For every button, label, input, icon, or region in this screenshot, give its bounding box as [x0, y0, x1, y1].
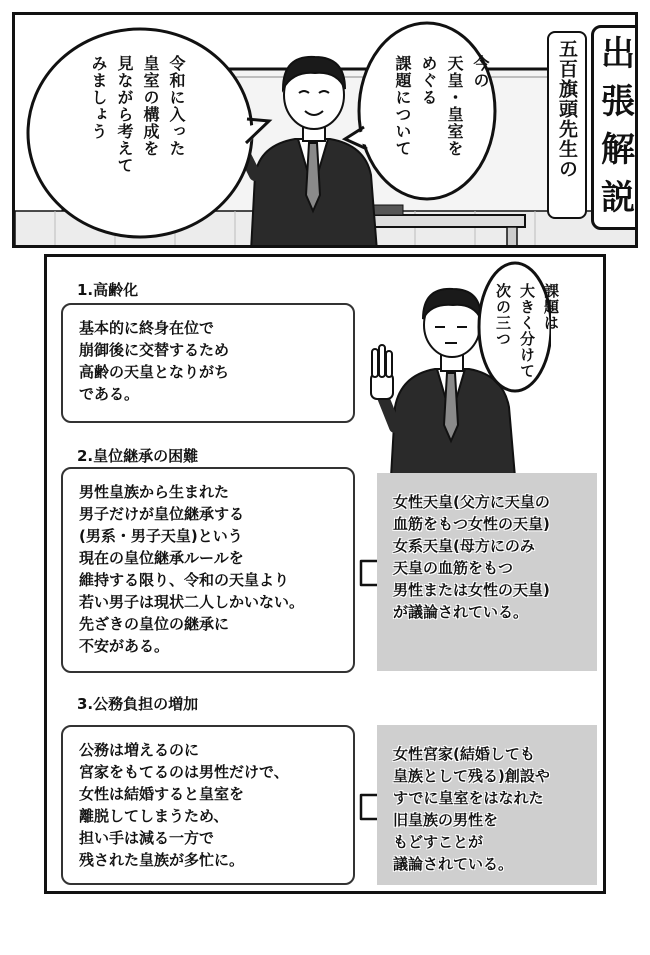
- section-2-result-line: 血筋をもつ女性の天皇): [393, 515, 550, 533]
- section-3-result-line: 皇族として残る)創設や: [393, 767, 550, 785]
- section-3-result-line: もどすことが: [393, 833, 484, 851]
- section-2-line: 先ざきの皇位の継承に: [79, 615, 230, 633]
- section-2-result-line: が議論されている。: [393, 603, 529, 621]
- section-3-line: 宮家をもてるのは男性だけで、: [79, 763, 289, 781]
- title-box: [591, 25, 638, 230]
- section-1-box: [61, 303, 355, 423]
- bubble-line: 課題は: [542, 283, 560, 331]
- bubble-line: 今の: [471, 55, 490, 89]
- section-2-box: [61, 467, 355, 673]
- section-3-line: 担い手は減る一方で: [79, 829, 215, 847]
- section-2-result-line: 女性天皇(父方に天皇の: [393, 493, 550, 511]
- section-3-line: 残された皇族が多忙に。: [79, 851, 245, 869]
- subtitle-box: [547, 31, 587, 219]
- section-3-result-line: すでに皇室をはなれた: [393, 789, 544, 807]
- bubble-line: 見ながら考えて: [115, 55, 134, 174]
- section-2-line: 男性皇族から生まれた: [79, 483, 230, 501]
- section-3-line: 公務は増えるのに: [79, 741, 200, 759]
- title-char: 張: [601, 82, 635, 122]
- bubble-line: 次の三つ: [494, 283, 512, 347]
- section-2-line: 現在の皇位継承ルールを: [79, 549, 244, 567]
- section-3-box: [61, 725, 355, 885]
- section-2-line: 不安がある。: [79, 637, 170, 655]
- bubble-line: 令和に入った: [167, 55, 186, 157]
- main-panel: [44, 254, 606, 894]
- section-3-result-line: 旧皇族の男性を: [393, 811, 499, 829]
- section-2-line: (男系・男子天皇)という: [79, 527, 243, 545]
- section-2-result-line: 女系天皇(母方にのみ: [393, 537, 535, 555]
- section-2-line: 若い男子は現状二人しかいない。: [79, 593, 305, 611]
- series-subtitle: 五百旗頭先生の: [556, 39, 578, 179]
- section-2-line: 維持する限り、令和の天皇より: [79, 571, 290, 589]
- section-2-result-line: 天皇の血筋をもつ: [393, 559, 514, 577]
- bubble-line: みましょう: [89, 55, 108, 140]
- section-1-line: 基本的に終身在位で: [79, 319, 215, 337]
- section-3-line: 女性は結婚すると皇室を: [79, 785, 245, 803]
- section-3-result-line: 女性宮家(結婚しても: [393, 745, 535, 763]
- bubble-line: めぐる: [419, 55, 438, 106]
- bubble-line: 皇室の構成を: [141, 55, 160, 157]
- section-heading-1: 1.高齢化: [77, 281, 139, 299]
- section-3-line: 離脱してしまうため、: [79, 807, 229, 825]
- top-panel: [12, 12, 638, 248]
- section-2-line: 男子だけが皇位継承する: [79, 505, 245, 523]
- title-char: 出: [601, 34, 635, 74]
- title-char: 解: [601, 130, 635, 170]
- intro-left-text: [85, 55, 189, 215]
- section-2-result-line: 男性または女性の天皇): [393, 581, 550, 599]
- intro-right-text: [389, 55, 493, 185]
- bubble-line: 天皇・皇室を: [445, 55, 464, 157]
- bubble-line: 大きく分けて: [518, 283, 536, 379]
- section-heading-2: 2.皇位継承の困難: [77, 447, 199, 465]
- main-bubble-text: [491, 283, 563, 393]
- section-heading-3: 3.公務負担の増加: [77, 695, 199, 713]
- section-2-result-box: [377, 473, 597, 671]
- section-1-line: 崩御後に交替するため: [79, 341, 230, 359]
- bubble-line: 課題について: [393, 55, 412, 157]
- title-char: 説: [601, 178, 635, 218]
- section-3-result-line: 議論されている。: [393, 855, 514, 873]
- section-3-result-box: [377, 725, 597, 885]
- section-1-line: である。: [79, 385, 140, 403]
- section-1-line: 高齢の天皇となりがち: [79, 363, 230, 381]
